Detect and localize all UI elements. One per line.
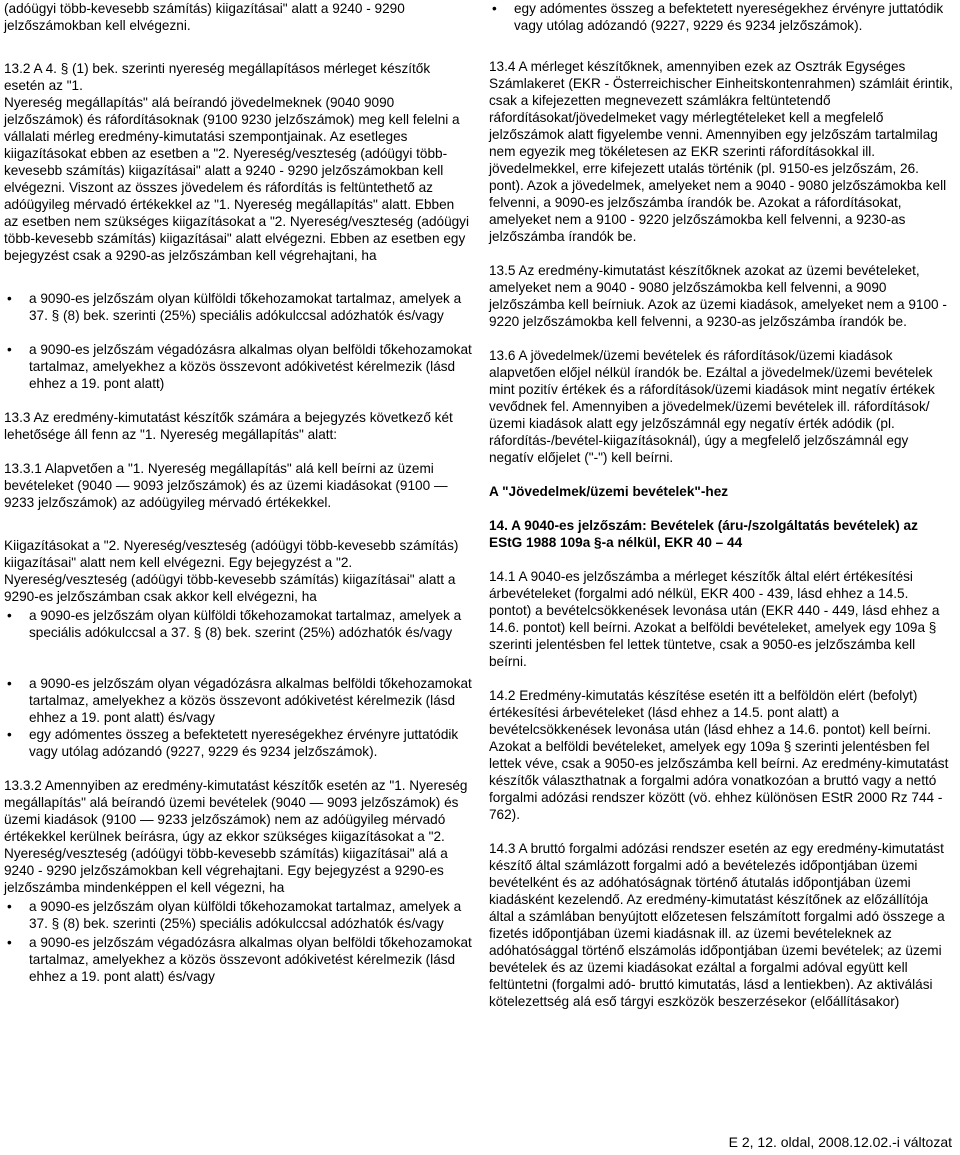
section-13-3-2-list: [4, 898, 472, 985]
section-13-3: 13.3 Az eredmény-kimutatást készítők számára a bejegyzés következő két lehetősége áll fenn az "1. Nyereség megállapítás" alatt:: [4, 410, 453, 442]
list-item: • a 9090-es jelzőszám olyan külföldi tőkehozamokat tartalmaz, amelyek a 37. § (8) bek. szerinti (25%) speciális adókulccsal adózhatók és/vagy: [4, 290, 472, 324]
section-13-4: 13.4 A mérleget készítőknek, amennyiben ezek az Osztrák Egységes Számlakeret (EKR - Österreichischer Einheitskontenrahmen) számláit érintik, csak a kifejezetten megnevezett számlákra feltüntetendő ráfordításokat/jövedelmeket vagy mérlegtételeket kell a megfelelő jelzőszámok alatt figyelembe venni. Amennyiben egy jelzőszám tartalmilag nem egyezik meg tökéletesen az EKR szerinti ráfordításokkal ill. jövedelmekkel, erre kifejezett utalás történik (pl. 9150-es jelzőszám, 26. pont). Azok a jövedelmek, amelyeket nem a 9040 - 9080 jelzőszámokba kell felvenni, a 9090-es jelzőszámba írandók be. Azokat a ráfordításokat, amelyeket nem a 9100 - 9220 jelzőszámokba kell felvenni, a 9230-as jelzőszámba írandók be.: [489, 59, 953, 244]
intro-paragraph: (adóügyi több-kevesebb számítás) kiigazításai" alatt a 9240 - 9290 jelzőszámokban kell elvégezni.: [4, 1, 405, 33]
continued-list: [489, 0, 954, 34]
section-13-3-1: 13.3.1 Alapvetően a "1. Nyereség megállapítás" alá kell beírni az üzemi bevételeket (9040 — 9093 jelzőszámok) és az üzemi kiadásokat (9100 — 9233 jelzőszámok) az adóügyileg mérvadó értékekkel.: [4, 461, 448, 510]
section-13-6: 13.6 A jövedelmek/üzemi bevételek és ráfordítások/üzemi kiadások alapvetően előjel nélkül írandók be. Ezáltal a jövedelmek/üzemi bevételek mint pozitív értékek és a ráfordítások/üzemi kiadások mint negatív értékek vevődnek fel. Amennyiben a jövedelmek/üzemi bevételek ill. ráfordítások/üzemi kiadások alatt egy jelzőszámnál egy negatív érték adódik (pl. ráfordítás-/bevétel-kiigazításoknál), úgy a megfelelő jelzőszámnál egy negatív előjelet ("-") kell beírni.: [489, 348, 935, 465]
list-item: • a 9090-es jelzőszám olyan külföldi tőkehozamokat tartalmaz, amelyek a speciális adókulccsal a 37. § (8) bek. szerint (25%) adózhatók és/vagy: [4, 607, 472, 641]
section-14-2: 14.2 Eredmény-kimutatás készítése esetén itt a belföldön elért (befolyt) értékesítési árbevételeket (lásd ehhez a 14.5. pont alatt) a bevételcsökkenések levonása után (lásd ehhez a 14.6. pontot) kell beírni. Azokat a belföldi bevételeket, amelyek egy 109a § szerinti jelentésben fel lettek véve, csak a 9050-es jelzőszámba kell beírni. Az eredmény-kimutatást készítők választhatnak a forgalmi adóra vonatkozóan a bruttó vagy a nettó forgalmi adózási rendszer között (vö. ehhez különösen EStR 2000 Rz 744 - 762).: [489, 688, 949, 822]
list-item: • a 9090-es jelzőszám végadózásra alkalmas olyan belföldi tőkehozamokat tartalmaz, amelyekhez a közös összevont adókivetést kérelmezik (lásd ehhez a 19. pont alatt): [4, 341, 472, 392]
left-column: [4, 0, 472, 985]
list-item: • a 9090-es jelzőszám olyan külföldi tőkehozamokat tartalmaz, amelyek a 37. § (8) bek. szerinti (25%) speciális adókulccsal adózhatók és/vagy: [4, 898, 472, 932]
page-footer: E 2, 12. oldal, 2008.12.02.-i változat: [728, 1134, 952, 1150]
section-14-1: 14.1 A 9040-es jelzőszámba a mérleget készítők által elért értékesítési árbevételeket (forgalmi adó nélkül, EKR 400 - 439, lásd ehhez a 14.5. pontot) a bevételcsökkenések levonása után (EKR 440 - 449, lásd ehhez a 14.6. pontot) kell beírni. Azokat a belföldi bevételeket, amelyek egy 109a § szerinti jelentésben fel lettek tüntetve, csak a 9050-es jelzőszámba kell beírni.: [489, 569, 940, 669]
section-13-2-title: 13.2 A 4. § (1) bek. szerinti nyereség megállapításos mérleget készítők esetén az "1.: [4, 61, 431, 93]
section-13-5: 13.5 Az eredmény-kimutatást készítőknek azokat az üzemi bevételeket, amelyeket nem a 9040 - 9080 jelzőszámokba kell felvenni, a 9090 jelzőszámba kell beírniuk. Azok az üzemi kiadások, amelyeket nem a 9100 - 9220 jelzőszámokba kell felvenni, a 9230-as jelzőszámba írandók be.: [489, 263, 947, 329]
adjustments-paragraph: Kiigazításokat a "2. Nyereség/veszteség (adóügyi több-kevesebb számítás) kiigazításai" alatt nem kell elvégezni. Egy bejegyzést a "2. Nyereség/veszteség (adóügyi több-kevesebb számítás) kiigazításai" alatt a 9290-es jelzőszámban csak akkor kell elvégezni, ha: [4, 538, 459, 604]
section-14-3: 14.3 A bruttó forgalmi adózási rendszer esetén az egy eredmény-kimutatást készítő által számlázott forgalmi adó a bevételezés időpontjában üzemi bevételként és az adóhatóságnak történő átutalás időpontjában üzemi kiadásként kezelendő. Az eredmény-kimutatást készítőnek az előzállítója által a számlában benyújtott előzetesen felszámított forgalmi adó összege a fizetés időpontjában üzemi kiadásnak ill. az üzemi bevételeknek az adóhatósággal történő elszámolás időpontjában üzemi bevételek; az üzemi bevételek és az üzemi kiadásokat ezáltal a forgalmi adóval együtt kell feltüntetni (forgalmi adó- bruttó kimutatás, lásd a lentiekben). Az aktiválási kötelezettség alá eső tárgyi eszközök beszerzésekor (előállításakor): [489, 841, 945, 1009]
list-item: • a 9090-es jelzőszám végadózásra alkalmas olyan belföldi tőkehozamokat tartalmaz, amelyekhez a közös összevont adókivetést kérelmezik (lásd ehhez a 19. pont alatt) és/vagy: [4, 934, 472, 985]
right-column: [489, 0, 954, 1010]
list-item: • egy adómentes összeg a befektetett nyereségekhez érvényre juttatódik vagy utólag adózandó (9227, 9229 és 9234 jelzőszámok).: [4, 726, 472, 760]
adjustments-list: [4, 607, 472, 760]
section-13-2-body: Nyereség megállapítás" alá beírandó jövedelmeknek (9040 9090 jelzőszámok) és ráfordításoknak (9100 9230 jelzőszámok) meg kell felelni a vállalati mérleg eredmény-kimutatási szempontjainak. Az esetleges kiigazításokat ebben az esetben a "2. Nyereség/veszteség (adóügyi több-kevesebb számítás) kiigazításai" alatt a 9240 - 9290 jelzőszámokban kell elvégezni. Viszont az összes jövedelem és ráfordítás is feltüntethető az adóügyileg mérvadó értékekkel az "1. Nyereség megállapítás" alatt. Ebben az esetben nem szükséges kiigazításokat a "2. Nyereség/veszteség (adóügyi több-kevesebb számítás) kiigazításai" alatt elvégezni. Ebben az esetben egy bejegyzést csak a 9290-as jelzőszámban kell végrehajtani, ha: [4, 95, 470, 263]
section-14-heading: 14. A 9040-es jelzőszám: Bevételek (áru-/szolgáltatás bevételek) az EStG 1988 109a §-a nélkül, EKR 40 – 44: [489, 518, 918, 550]
list-item: • egy adómentes összeg a befektetett nyereségekhez érvényre juttatódik vagy utólag adózandó (9227, 9229 és 9234 jelzőszámok).: [489, 0, 954, 34]
section-13-3-2: 13.3.2 Amennyiben az eredmény-kimutatást készítők esetén az "1. Nyereség megállapítás" alá beírandó üzemi bevételek (9040 — 9093 jelzőszámok) és üzemi kiadások (9100 — 9233 jelzőszámok) nem az adóügyileg mérvadó értékekkel kerülnek beírásra, úgy az ekkor szükséges kiigazításokat a "2. Nyereség/veszteség (adóügyi több-kevesebb számítás) kiigazításai" alá a 9240 - 9290 jelzőszámokban kell végrehajtani. Egy bejegyzést a 9290-es jelzőszámba mindenképpen el kell végezni, ha: [4, 778, 468, 895]
section-13-2-list: [4, 290, 472, 392]
income-heading: A "Jövedelmek/üzemi bevételek"-hez: [489, 484, 729, 499]
list-item: • a 9090-es jelzőszám olyan végadózásra alkalmas belföldi tőkehozamokat tartalmaz, amelyekhez a közös összevont adókivetést kérelmezik (lásd ehhez a 19. pont alatt) és/vagy: [4, 675, 472, 726]
